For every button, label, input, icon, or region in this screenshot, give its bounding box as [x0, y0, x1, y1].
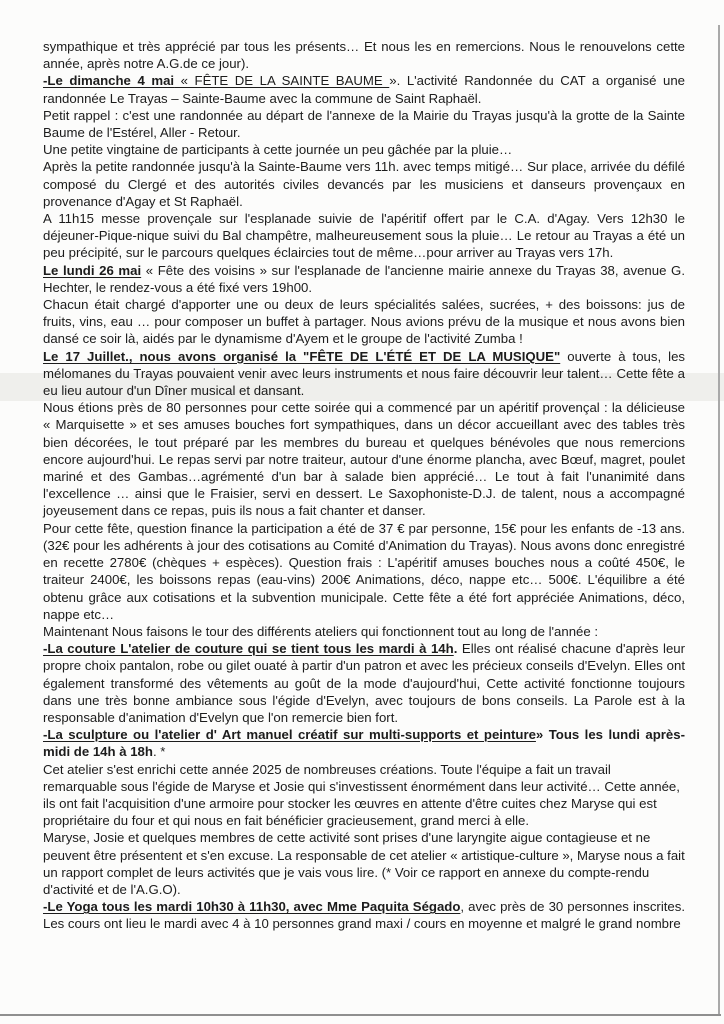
para-sainte-baume [43, 72, 685, 106]
heading-couture-period: . [453, 641, 458, 657]
body-text: Maryse, Josie et quelques membres de cette activité sont prises d'une laryngite aigue contagieuse et ne peuvent être présentent et s'en excuse. La responsable de cet atelier « artistique-culture », Maryse nous a fait un rapport complet de leurs activités que je vais vous lire. (* Voir ce rapport en annexe du compte-rendu d'activité et de l'A.G.O). [43, 830, 685, 897]
body-text: Pour cette fête, question finance la participation a été de 37 € par personne, 15€ pour les enfants de -13 ans. (32€ pour les adhérents à jour des cotisations au Comité d'Animation du Trayas). Nous avons donc enregistré en recette 2780€ (chèques + espèces). Question frais : L'apéritif amuses bouches nous a coûté 450€, le traiteur 2400€, les boissons repas (eau-vins) 200€ Animations, déco, nappe etc… 500€. L'équilibre a été obtenu grâce aux cotisations et la subvention municipale. Cette fête a été fort appréciée Animations, déco, nappe etc… [43, 520, 685, 622]
para-yoga [43, 898, 685, 932]
para-finances [43, 520, 685, 623]
body-text: « Fête des voisins » sur l'esplanade de l'ancienne mairie annexe du Trayas 38, avenue G. Hechter, le rendez-vous a été fixé vers 19h00. [43, 262, 685, 295]
para-fete-des-voisins [43, 262, 685, 296]
para-messe-provencale [43, 210, 685, 262]
heading-dimanche-4-mai: -Le dimanche 4 mai [43, 73, 175, 89]
heading-lundi-26-mai: Le lundi 26 mai [43, 262, 142, 278]
para-petit-rappel [43, 107, 685, 141]
body-text: sympathique et très apprécié par tous les présents… Et nous les en remercions. Nous le renouvelons cette année, après notre A.G.de ce jour). [43, 39, 685, 72]
para-soiree-details [43, 399, 685, 519]
body-text: , avec près de 30 personnes inscrites. Les cours ont lieu le mardi avec 4 à 10 personnes grand maxi / cours en moyenne et malgré le grand nombre [43, 899, 686, 932]
heading-couture: -La couture L'atelier de couture qui se tient tous les mardi à 14h [43, 641, 454, 657]
heading-sculpture-horaires: » Tous les lundi après-midi de 14h à 18h [43, 727, 685, 760]
para-sculpture-details-2 [43, 829, 685, 898]
para-buffet-partage [43, 296, 685, 348]
body-text: Après la petite randonnée jusqu'à la Sainte-Baume vers 11h. avec temps mitigé… Sur place, arrivée du défilé composé du Clergé et des autorités civiles devancés par les musiciens et danseurs provençaux en provenance d'Agay et St Raphaël. [43, 159, 685, 209]
para-couture [43, 640, 685, 726]
heading-sculpture-asterisk: . * [152, 744, 166, 760]
para-ateliers-intro [43, 623, 685, 640]
body-text: ouverte à tous, les mélomanes du Trayas pouvaient venir avec leurs instruments et nous faire découvrir leur talent… Cette fête a eu lieu autour d'un Dîner musical et dansant. [43, 348, 685, 399]
scan-edge-right-line [718, 25, 720, 1016]
body-text: Chacun était chargé d'apporter une ou deux de leurs spécialités salées, sucrées, + des boissons: jus de fruits, vins, eau … pour composer un buffet à partager. Nous avions prévu de la musique et nous avons bien dansé ce soir là, aidés par le dynamisme d'Ayem et le groupe de l'activité Zumba ! [43, 297, 685, 347]
body-text: Cet atelier s'est enrichi cette année 2025 de nombreuses créations. Toute l'équipe a fait un travail remarquable sous l'égide de Maryse et Josie qui s'investissent énormément dans leur activité… Cette année, ils ont fait l'acquisition d'une armoire pour stocker les œuvres en attente d'être cuites chez Maryse qui est propriétaire du four et qui nous en fait bénéficier gracieusement, grand merci à elle. [43, 761, 680, 829]
para-apres-randonnee [43, 158, 685, 210]
para-fete-ete-musique [43, 348, 685, 400]
body-text: Une petite vingtaine de participants à cette journée un peu gâchée par la pluie… [43, 142, 513, 158]
heading-17-juillet: Le 17 Juillet., nous avons organisé la "FÊTE DE L'ÉTÉ ET DE LA MUSIQUE" [43, 348, 561, 364]
para-remerciements [43, 38, 685, 72]
heading-sculpture: -La sculpture ou l'atelier d' Art manuel créatif sur multi-supports et peinture [43, 727, 536, 743]
body-text: A 11h15 messe provençale sur l'esplanade suivie de l'apéritif offert par le C.A. d'Agay. Vers 12h30 le déjeuner-Pique-nique suivi du Bal champêtre, malheureusement sous la pluie… Le retour au Trayas a été un peu précipité, sur le parcours quelques éclaircies tout de même…pour arriver au Trayas vers 17h. [43, 211, 685, 261]
scan-edge-bottom-line [0, 1014, 721, 1016]
para-sculpture-details-1 [43, 761, 685, 830]
body-text: Petit rappel : c'est une randonnée au départ de l'annexe de la Mairie du Trayas jusqu'à la grotte de la Sainte Baume de l'Estérel, Aller - Retour. [43, 107, 685, 141]
para-participants [43, 141, 685, 158]
para-sculpture-heading [43, 726, 685, 760]
body-text: Maintenant Nous faisons le tour des différents ateliers qui fonctionnent tout au long de l'année : [43, 623, 599, 639]
body-text: Elles ont réalisé chacune d'après leur propre choix pantalon, robe ou gilet ouaté à partir d'un patron et avec les précieux conseils d'Evelyn. Elles ont également transformé des vêtements au goût de la mode d'aujourd'hui, Cette activité fonctionne toujours dans une très bonne ambiance sous l'égide d'Evelyn, avec toujours de bons conseils. La Parole est à la responsable d'animation d'Evelyn que l'on remercie bien fort. [43, 641, 685, 725]
document-text [43, 38, 685, 933]
heading-yoga: -Le Yoga tous les mardi 10h30 à 11h30, avec Mme Paquita Ségado [43, 899, 461, 915]
title-fete-sainte-baume: « FÊTE DE LA SAINTE BAUME [174, 73, 390, 89]
body-text: Nous étions près de 80 personnes pour cette soirée qui a commencé par un apéritif provençal : la délicieuse « Marquisette » et ses amuses bouches fort sympathiques, dans un décor accueillant avec des tables très bien décorées, le tout préparé par les membres du bureau et quelques bénévoles que nous remercions encore aujourd'hui. Le repas servi par notre traiteur, autour d'une énorme plancha, avec Bœuf, magret, poulet mariné et des Gambas…agrémenté d'un bar à salade bien apprécié… Le tout à fait l'unanimité dans l'excellence … ainsi que le Fraisier, servi en dessert. Le Saxophoniste-D.J. de talent, nous a accompagné joyeusement dans ce repas, puis ils nous a fait chanter et danser. [43, 400, 685, 519]
body-text: ». L'activité Randonnée du CAT a organisé une randonnée Le Trayas – Sainte-Baume avec la commune de Saint Raphaël. [43, 73, 686, 106]
